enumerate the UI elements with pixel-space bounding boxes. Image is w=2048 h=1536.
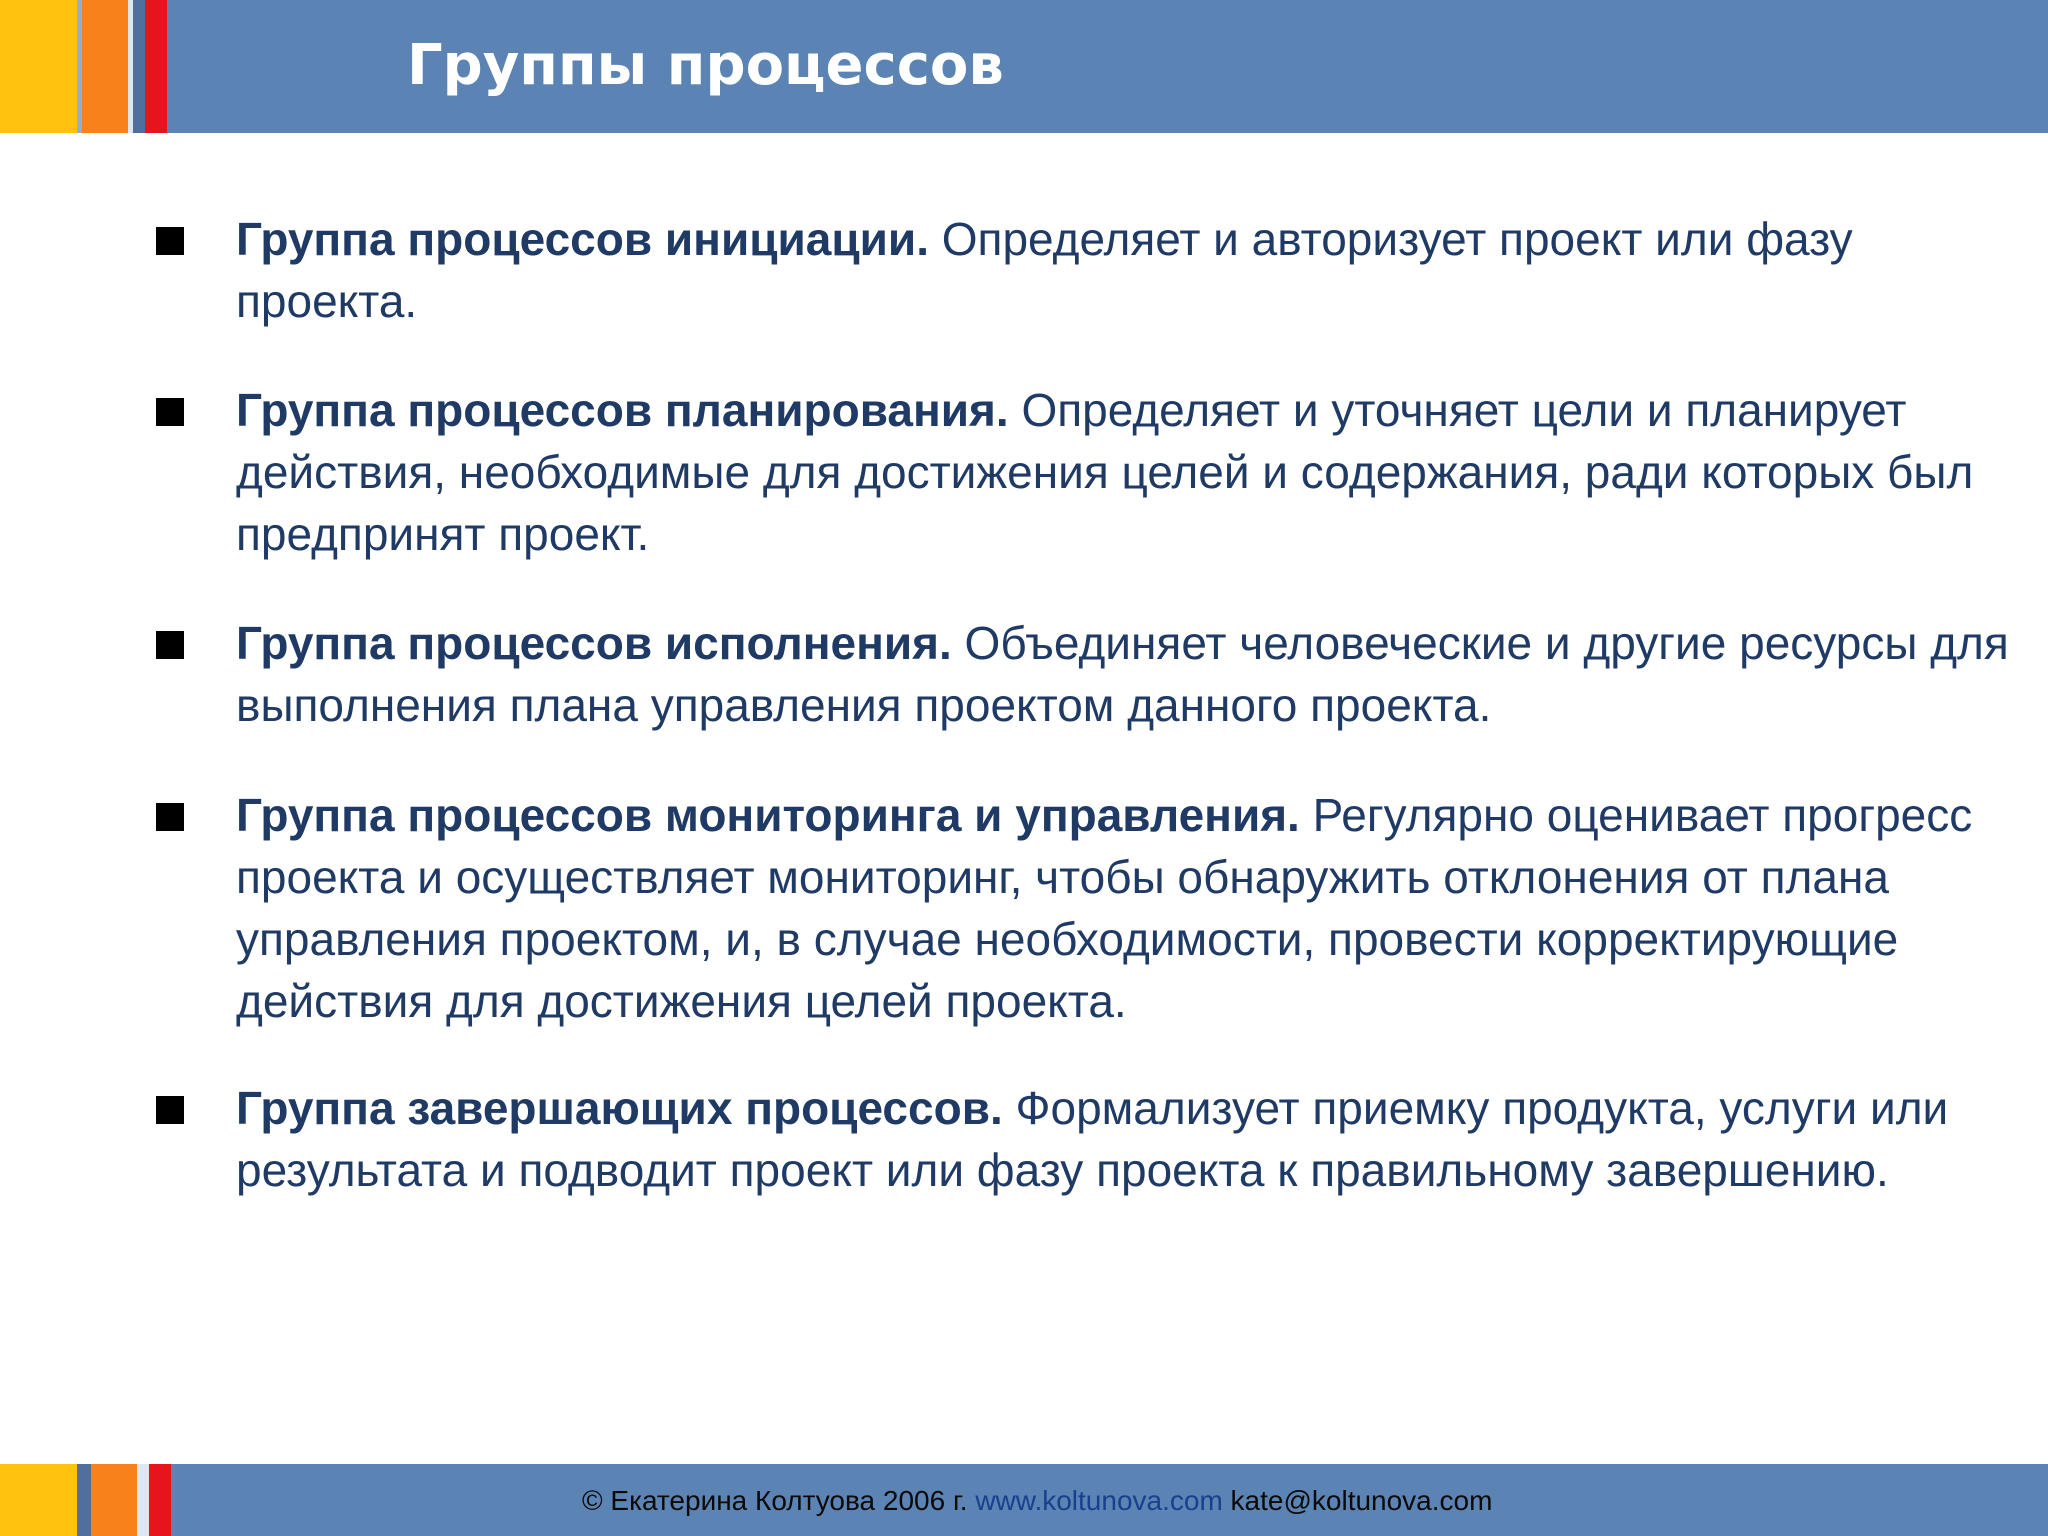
bullet-item-initiation [236,208,2026,332]
bullet-description: Регулярно оценивает прогресс проекта и осуществляет мониторинг, чтобы обнаружить отклонения от плана управления проектом, и, в случае необходимости, провести корректирующие действия для достижения целей проекта. [236,789,1973,1027]
red-stripe [149,1464,171,1536]
bullet-term: Группа процессов исполнения. [236,617,952,669]
red-stripe [145,0,167,133]
bullet-term: Группа процессов мониторинга и управления. [236,789,1300,841]
footer-credits [582,1484,1492,1518]
stripe-gap [137,1464,149,1536]
square-bullet-icon [156,631,184,659]
square-bullet-icon [156,1096,184,1124]
bullet-item-monitoring [236,784,2026,1032]
bullet-item-execution [236,612,2026,736]
bullet-term: Группа процессов инициации. [236,213,929,265]
bullet-description: Формализует приемку продукта, услуги или результата и подводит проект или фазу проекта к правильному завершению. [236,1082,1949,1196]
square-bullet-icon [156,803,184,831]
blue-stripe [77,1464,91,1536]
bullet-description: Определяет и уточняет цели и планирует действия, необходимые для достижения целей и содержания, ради которых был предпринят проект. [236,384,1974,560]
orange-stripe [82,0,128,133]
yellow-stripe [0,1464,77,1536]
website-link[interactable]: www.koltunova.com [975,1485,1223,1516]
square-bullet-icon [156,227,184,255]
orange-stripe [91,1464,137,1536]
bullet-item-planning [236,379,2026,565]
bullet-term: Группа процессов планирования. [236,384,1009,436]
yellow-stripe [0,0,77,133]
email-text: kate@koltunova.com [1230,1485,1493,1516]
bullet-term: Группа завершающих процессов. [236,1082,1003,1134]
footer-band [0,1464,2048,1536]
slide-title: Группы процессов [407,33,1004,98]
bullet-item-closing [236,1077,2026,1201]
square-bullet-icon [156,398,184,426]
bullet-description: Определяет и авторизует проект или фазу проекта. [236,213,1853,327]
blue-stripe [133,0,145,133]
bullet-description: Объединяет человеческие и другие ресурсы для выполнения плана управления проектом данного проекта. [236,617,2009,731]
copyright-text: © Екатерина Колтуова 2006 г. [582,1485,968,1516]
header-band [0,0,2048,133]
